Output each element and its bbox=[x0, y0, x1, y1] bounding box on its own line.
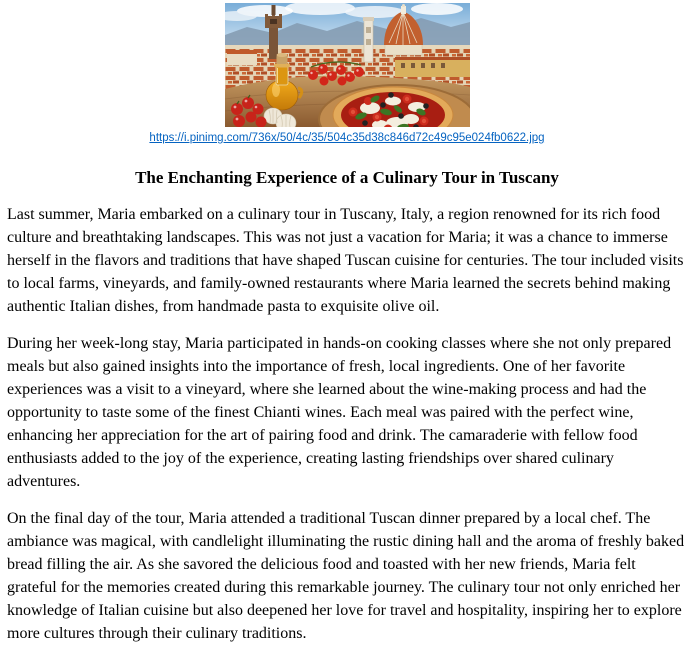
image-caption bbox=[0, 130, 694, 145]
page-title: The Enchanting Experience of a Culinary Tour in Tuscany bbox=[135, 168, 559, 187]
document-page bbox=[0, 3, 694, 660]
hero-image bbox=[225, 3, 470, 127]
image-source-link[interactable]: https://i.pinimg.com/736x/50/4c/35/504c35d38c846d72c49c95e024fb0622.jpg bbox=[149, 132, 545, 144]
article-paragraph-3: On the final day of the tour, Maria attended a traditional Tuscan dinner prepared by a local chef. The ambiance was magical, with candlelight illuminating the rustic dining hall and the aroma of freshly baked bread filling the air. As she savored the delicious food and toasted with her new friends, Maria felt grateful for the memories created during this remarkable journey. The culinary tour not only enriched her knowledge of Italian cuisine but also deepened her love for travel and hospitality, inspiring her to explore more cultures through their culinary traditions. bbox=[7, 510, 685, 642]
article-body bbox=[0, 203, 694, 645]
hero-image-illustration bbox=[225, 3, 470, 127]
campanile-tower bbox=[363, 17, 374, 62]
article-paragraph-2: During her week-long stay, Maria participated in hands-on cooking classes where she not only prepared meals but also gained insights into the importance of fresh, local ingredients. One of her favorite experiences was a visit to a vineyard, where she learned about the wine-making process and had the opportunity to taste some of the finest Chianti wines. Each meal was paired with the perfect wine, enhancing her appreciation for the art of pairing food and drink. The camaraderie with fellow food enthusiasts added to the joy of the experience, creating lasting friendships over shared culinary adventures. bbox=[7, 335, 672, 490]
article-paragraph-1: Last summer, Maria embarked on a culinary tour in Tuscany, Italy, a region renowned for its rich food culture and breathtaking landscapes. This was not just a vacation for Maria; it was a chance to immerse herself in the flavors and traditions that have shaped Tuscan cuisine for centuries. The tour included visits to local farms, vineyards, and family-owned restaurants where Maria learned the secrets behind making authentic Italian dishes, from handmade pasta to exquisite olive oil. bbox=[7, 206, 684, 315]
